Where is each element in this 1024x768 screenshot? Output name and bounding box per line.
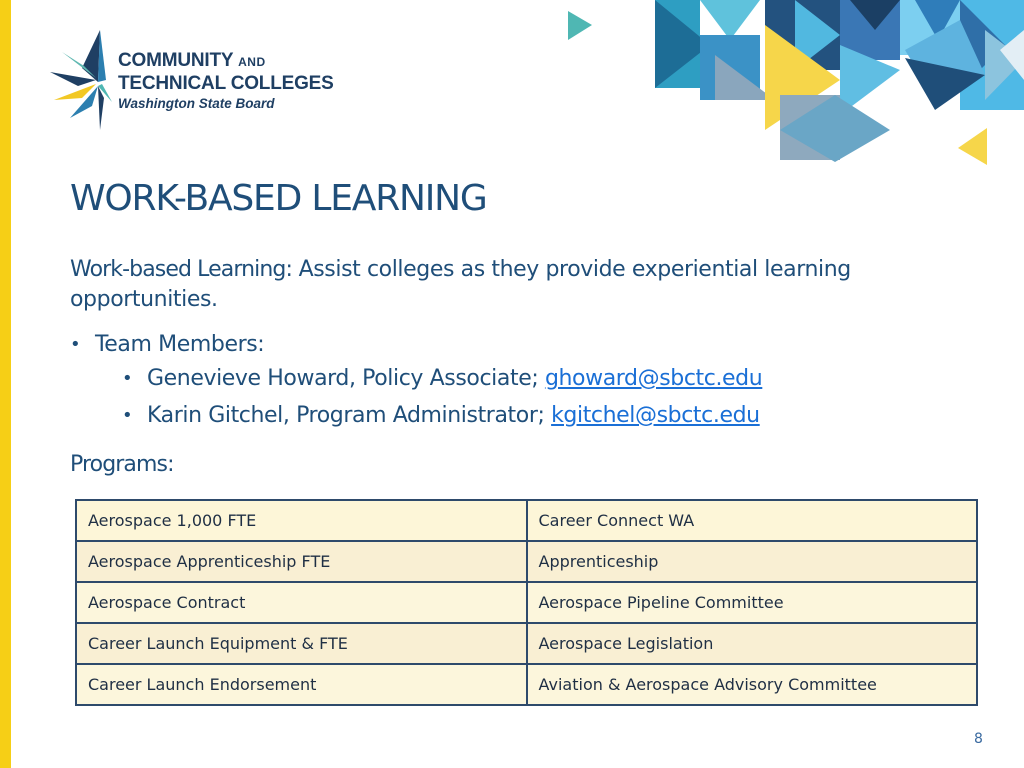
table-cell: Career Connect WA <box>527 500 978 541</box>
table-cell: Apprenticeship <box>527 541 978 582</box>
team-heading: Team Members: <box>95 332 265 357</box>
table-cell: Aerospace 1,000 FTE <box>76 500 527 541</box>
logo[interactable] <box>48 28 348 133</box>
member-name-role: Genevieve Howard, Policy Associate; <box>147 366 545 391</box>
logo-line-1: COMMUNITY AND <box>118 50 266 71</box>
table-cell: Aerospace Contract <box>76 582 527 623</box>
member-name-role: Karin Gitchel, Program Administrator; <box>147 403 552 428</box>
table-row <box>76 500 977 541</box>
page-number: 8 <box>974 731 983 747</box>
programs-table <box>75 499 978 706</box>
table-cell: Aerospace Pipeline Committee <box>527 582 978 623</box>
table-cell: Aerospace Legislation <box>527 623 978 664</box>
left-accent-bar <box>0 0 11 768</box>
logo-star-icon <box>48 28 112 133</box>
table-cell: Career Launch Endorsement <box>76 664 527 705</box>
logo-line-2: TECHNICAL COLLEGES <box>118 73 334 94</box>
email-link-kgitchel[interactable]: kgitchel@sbctc.edu <box>551 403 760 428</box>
decorative-triangles <box>540 0 1024 175</box>
table-cell: Aerospace Apprenticeship FTE <box>76 541 527 582</box>
slide-title: WORK-BASED LEARNING <box>70 178 487 219</box>
intro-paragraph <box>70 255 990 315</box>
bullet-icon: • <box>122 405 133 426</box>
table-cell: Aviation & Aerospace Advisory Committee <box>527 664 978 705</box>
table-row <box>76 582 977 623</box>
intro-text: Assist colleges as they provide experiential learning opportunities. <box>70 257 851 312</box>
bullet-icon: • <box>122 368 133 389</box>
table-row <box>76 623 977 664</box>
logo-subtitle: Washington State Board <box>118 96 275 111</box>
email-link-ghoward[interactable]: ghoward@sbctc.edu <box>544 366 763 391</box>
table-row <box>76 541 977 582</box>
intro-label: Work-based Learning: <box>70 257 292 282</box>
logo-text <box>118 50 334 111</box>
programs-heading: Programs: <box>70 452 175 477</box>
table-row <box>76 664 977 705</box>
bullet-icon: • <box>70 334 81 355</box>
table-cell: Career Launch Equipment & FTE <box>76 623 527 664</box>
